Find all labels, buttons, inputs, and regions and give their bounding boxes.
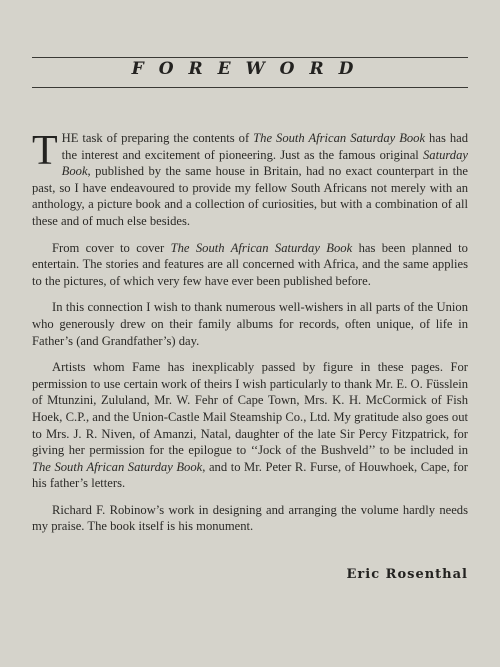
paragraph-2-text-c: has been planned to entertain. The stories and features are all concerned with Africa, and the same applies to the pictures, of which very few have ever been published before. [32, 240, 468, 288]
foreword-heading: FOREWORD [131, 59, 369, 79]
paragraph-1 [32, 130, 468, 230]
paragraph-1-text-e: , published by the same house in Britain, had no exact counterpart in the past, so I have endeavoured to provide my fellow South Africans not merely with an anthology, a picture book and a collection of curiosities, but with a combination of all these and of much else besides. [32, 164, 468, 228]
top-rule [32, 57, 468, 58]
paragraph-1-text-a: HE task of preparing the contents of [61, 131, 254, 145]
paragraph-5-text: Richard F. Robinow’s work in designing and arranging the volume hardly needs my praise. The book itself is his monument. [32, 502, 468, 534]
book-title-italic: The South African Saturday Book [32, 459, 203, 474]
book-title-italic: The South African Saturday Book [170, 240, 353, 255]
paragraph-2 [32, 240, 468, 290]
foreword-body [32, 130, 468, 545]
book-title-italic: The South African Saturday Book [253, 131, 426, 145]
drop-cap: T [32, 128, 58, 174]
paragraph-2-text-a: From cover to cover [52, 240, 171, 255]
paragraph-3 [32, 299, 468, 349]
paragraph-5 [32, 502, 468, 535]
saturday-book-italic: Saturday Book [61, 147, 468, 179]
paragraph-3-text: In this connection I wish to thank numerous well-wishers in all parts of the Union who generously drew on their family albums for records, often unique, of life in Father’s (and Grandfather’s) day. [32, 300, 468, 348]
paragraph-4 [32, 359, 468, 492]
paragraph-1-text-c: has had the interest and excitement of pioneering. Just as the famous original [61, 131, 468, 162]
paragraph-4-text-a: Artists whom Fame has inexplicably passed by figure in these pages. For permission to use certain work of theirs I wish particularly to thank Mr. E. O. Füsslein of Mtunzini, Zululand, Mr. W. Fehr of Cape Town, Mrs. K. H. McCormick of Fish Hoek, C.P., and the Union-Castle Mail Steamship Co., Ltd. My gratitude also goes out to Mrs. J. R. Niven, of Amanzi, Natal, daughter of the late Sir Percy Fitzpatrick, for giving her permission for the epilogue to ‘‘Jock of the Bushveld’’ to be included in [32, 360, 468, 458]
paragraph-4-text-c: , and to Mr. Peter R. Furse, of Houwhoek, Cape, for his father’s letters. [32, 459, 468, 491]
author-signature: Eric Rosenthal [346, 567, 468, 582]
bottom-rule [32, 87, 468, 88]
